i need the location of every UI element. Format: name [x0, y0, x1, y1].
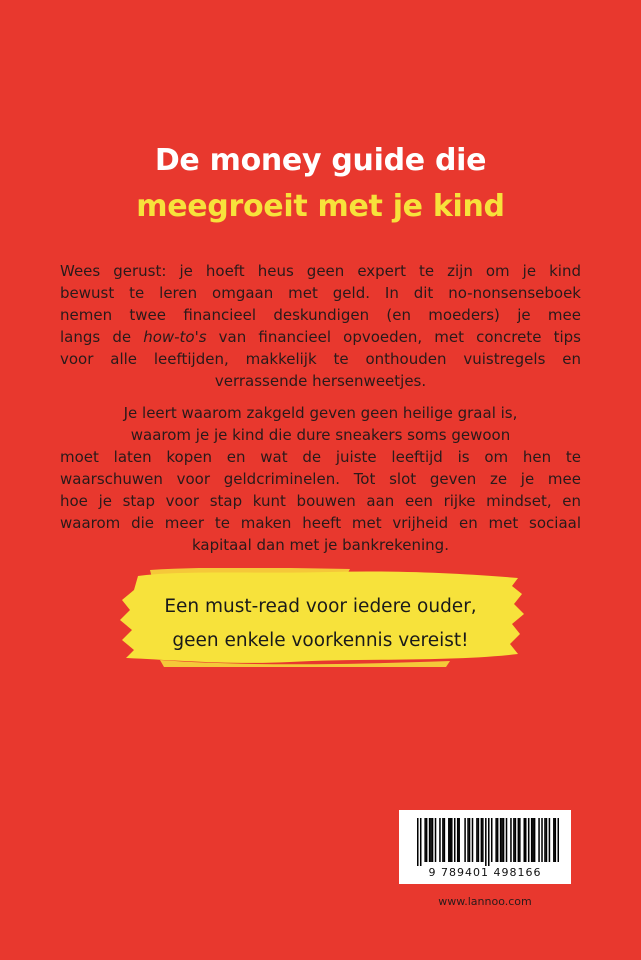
barcode-bar [500, 818, 502, 862]
barcode-bar [491, 818, 493, 862]
barcode-bar [531, 818, 533, 862]
barcode-bar [420, 818, 422, 866]
barcode-bar [515, 818, 517, 862]
emphasis-how-tos: how-to's [143, 328, 207, 346]
barcode-bar [469, 818, 471, 862]
barcode-bar [439, 818, 441, 862]
barcode-bar [472, 818, 474, 862]
blurb-line: moet laten kopen en wat de juiste leeftijd is om hen te [60, 448, 581, 466]
publisher-website: www.lannoo.com [438, 895, 532, 908]
barcode-bar [450, 818, 452, 862]
barcode-bar [430, 818, 432, 862]
barcode [399, 810, 571, 884]
title-line-2: meegroeit met je kind [136, 189, 505, 224]
title-line-1: De money guide die [154, 143, 487, 178]
barcode-bar [503, 818, 505, 862]
blurb-line: verrassende hersenweetjes. [214, 372, 427, 390]
barcode-bars [417, 818, 559, 866]
callout-line-1: Een must-read voor iedere ouder, [164, 596, 477, 617]
barcode-bar [513, 818, 515, 862]
barcode-bar [458, 818, 460, 862]
barcode-bar [518, 818, 520, 862]
blurb-line: waarom je je kind die dure sneakers soms gewoon [130, 426, 511, 444]
blurb-line: voor alle leeftijden, makkelijk te onthouden vuistregels en [60, 350, 581, 368]
barcode-bar [525, 818, 527, 862]
blurb-line [60, 326, 581, 348]
isbn-number: 9 789401 498166 [428, 866, 542, 879]
blurb-line: kapitaal dan met je bankrekening. [192, 536, 449, 554]
barcode-bar [541, 818, 543, 862]
blurb-text: langs de [60, 328, 144, 346]
barcode-bar [510, 818, 512, 862]
barcode-bar [476, 818, 478, 862]
barcode-bar [417, 818, 419, 866]
barcode-bar [435, 818, 437, 862]
barcode-bar [464, 818, 466, 862]
barcode-bar [544, 818, 546, 862]
barcode-bar [454, 818, 456, 862]
barcode-bar [495, 818, 497, 862]
barcode-bar [534, 818, 536, 862]
barcode-bar [442, 818, 444, 862]
barcode-bar [519, 818, 521, 862]
barcode-bar [485, 818, 487, 866]
barcode-bar [424, 818, 426, 862]
barcode-bar [538, 818, 540, 862]
barcode-bar [444, 818, 446, 862]
blurb-line: Je leert waarom zakgeld geven geen heilige graal is, [123, 404, 518, 422]
barcode-bar [429, 818, 431, 862]
barcode-bar [558, 818, 559, 862]
barcode-bar [488, 818, 490, 866]
blurb-line: bewust te leren omgaan met geld. In dit no-nonsenseboek [60, 284, 581, 302]
barcode-bar [481, 818, 483, 862]
barcode-bar [497, 818, 499, 862]
blurb-text: van financieel opvoeden, met concrete tips [206, 328, 581, 346]
barcode-bar [451, 818, 453, 862]
blurb-paragraph-1 [60, 260, 581, 392]
barcode-bar [524, 818, 526, 862]
barcode-bar [482, 818, 484, 862]
barcode-bar [467, 818, 469, 862]
blurb-paragraph-2 [60, 402, 581, 556]
barcode-bar [478, 818, 480, 862]
barcode-bar [553, 818, 555, 862]
barcode-bar [432, 818, 434, 862]
callout-line-2: geen enkele voorkennis vereist! [172, 630, 469, 651]
barcode-bar [555, 818, 557, 862]
blurb-line: waarschuwen voor geldcriminelen. Tot slot geven ze je mee [60, 470, 581, 488]
barcode-bar [532, 818, 534, 862]
blurb-line: Wees gerust: je hoeft heus geen expert te zijn om je kind [60, 262, 581, 280]
barcode-bar [501, 818, 503, 862]
barcode-bar [426, 818, 428, 862]
barcode-bar [528, 818, 530, 862]
blurb-line: nemen twee financieel deskundigen (en moeders) je mee [60, 306, 581, 324]
barcode-bar [448, 818, 450, 862]
barcode-bar [549, 818, 551, 862]
barcode-bar [546, 818, 548, 862]
barcode-bar [457, 818, 459, 862]
blurb-line: waarom die meer te maken heeft met vrijheid en met sociaal [60, 514, 581, 532]
barcode-bar [506, 818, 508, 862]
blurb-line: hoe je stap voor stap kunt bouwen aan een rijke mindset, en [60, 492, 581, 510]
